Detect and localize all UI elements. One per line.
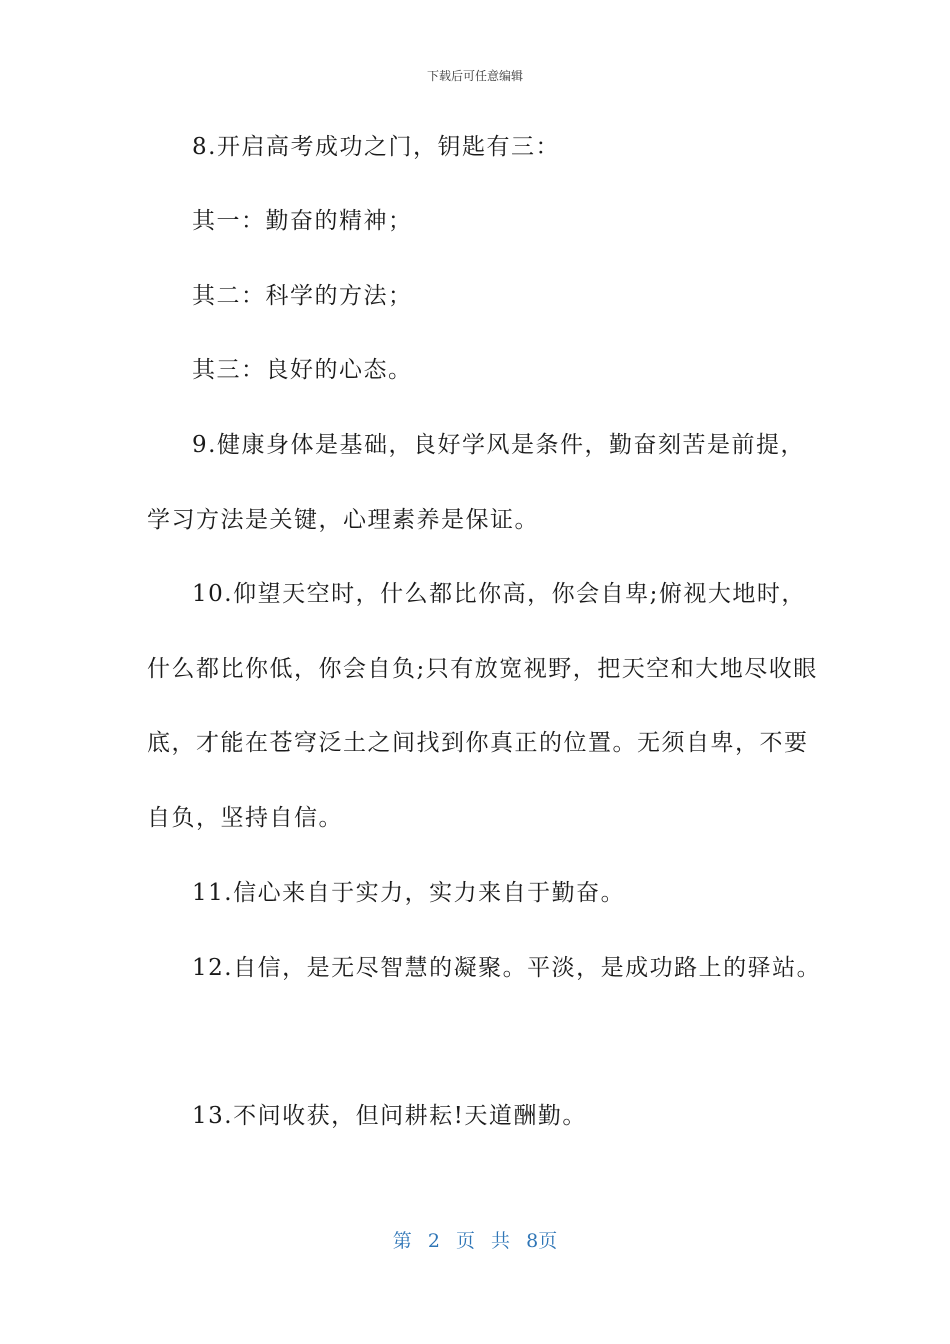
- text-line: 底，才能在苍穹泛土之间找到你真正的位置。无须自卑，不要: [147, 730, 809, 756]
- text-line: 9.健康身体是基础，良好学风是条件，勤奋刻苦是前提，: [192, 432, 805, 458]
- page-header: 下载后可任意编辑: [426, 69, 523, 83]
- footer-di: 第: [392, 1230, 412, 1252]
- text-line: 13.不问收获，但问耕耘!天道酬勤。: [192, 1103, 587, 1129]
- text-line: 什么都比你低，你会自负;只有放宽视野，把天空和大地尽收眼: [147, 656, 818, 682]
- text-line: 自负，坚持自信。: [147, 805, 343, 831]
- footer-gong: 共: [491, 1230, 511, 1252]
- footer-page-number: 2: [427, 1230, 440, 1252]
- page-footer: [0, 1226, 950, 1253]
- text-line: 其一：勤奋的精神；: [192, 208, 413, 234]
- text-line: 8.开启高考成功之门，钥匙有三：: [192, 134, 560, 160]
- text-line: 学习方法是关键，心理素养是保证。: [147, 507, 539, 533]
- text-line: 其二：科学的方法；: [192, 283, 413, 309]
- text-line: 10.仰望天空时，什么都比你高，你会自卑;俯视大地时，: [192, 581, 806, 607]
- footer-ye: 页: [455, 1230, 475, 1252]
- text-line: 12.自信，是无尽智慧的凝聚。平淡，是成功路上的驿站。: [192, 955, 822, 981]
- footer-total-pages: 8页: [526, 1230, 558, 1252]
- text-line: 11.信心来自于实力，实力来自于勤奋。: [192, 880, 626, 906]
- text-line: 其三：良好的心态。: [192, 357, 413, 383]
